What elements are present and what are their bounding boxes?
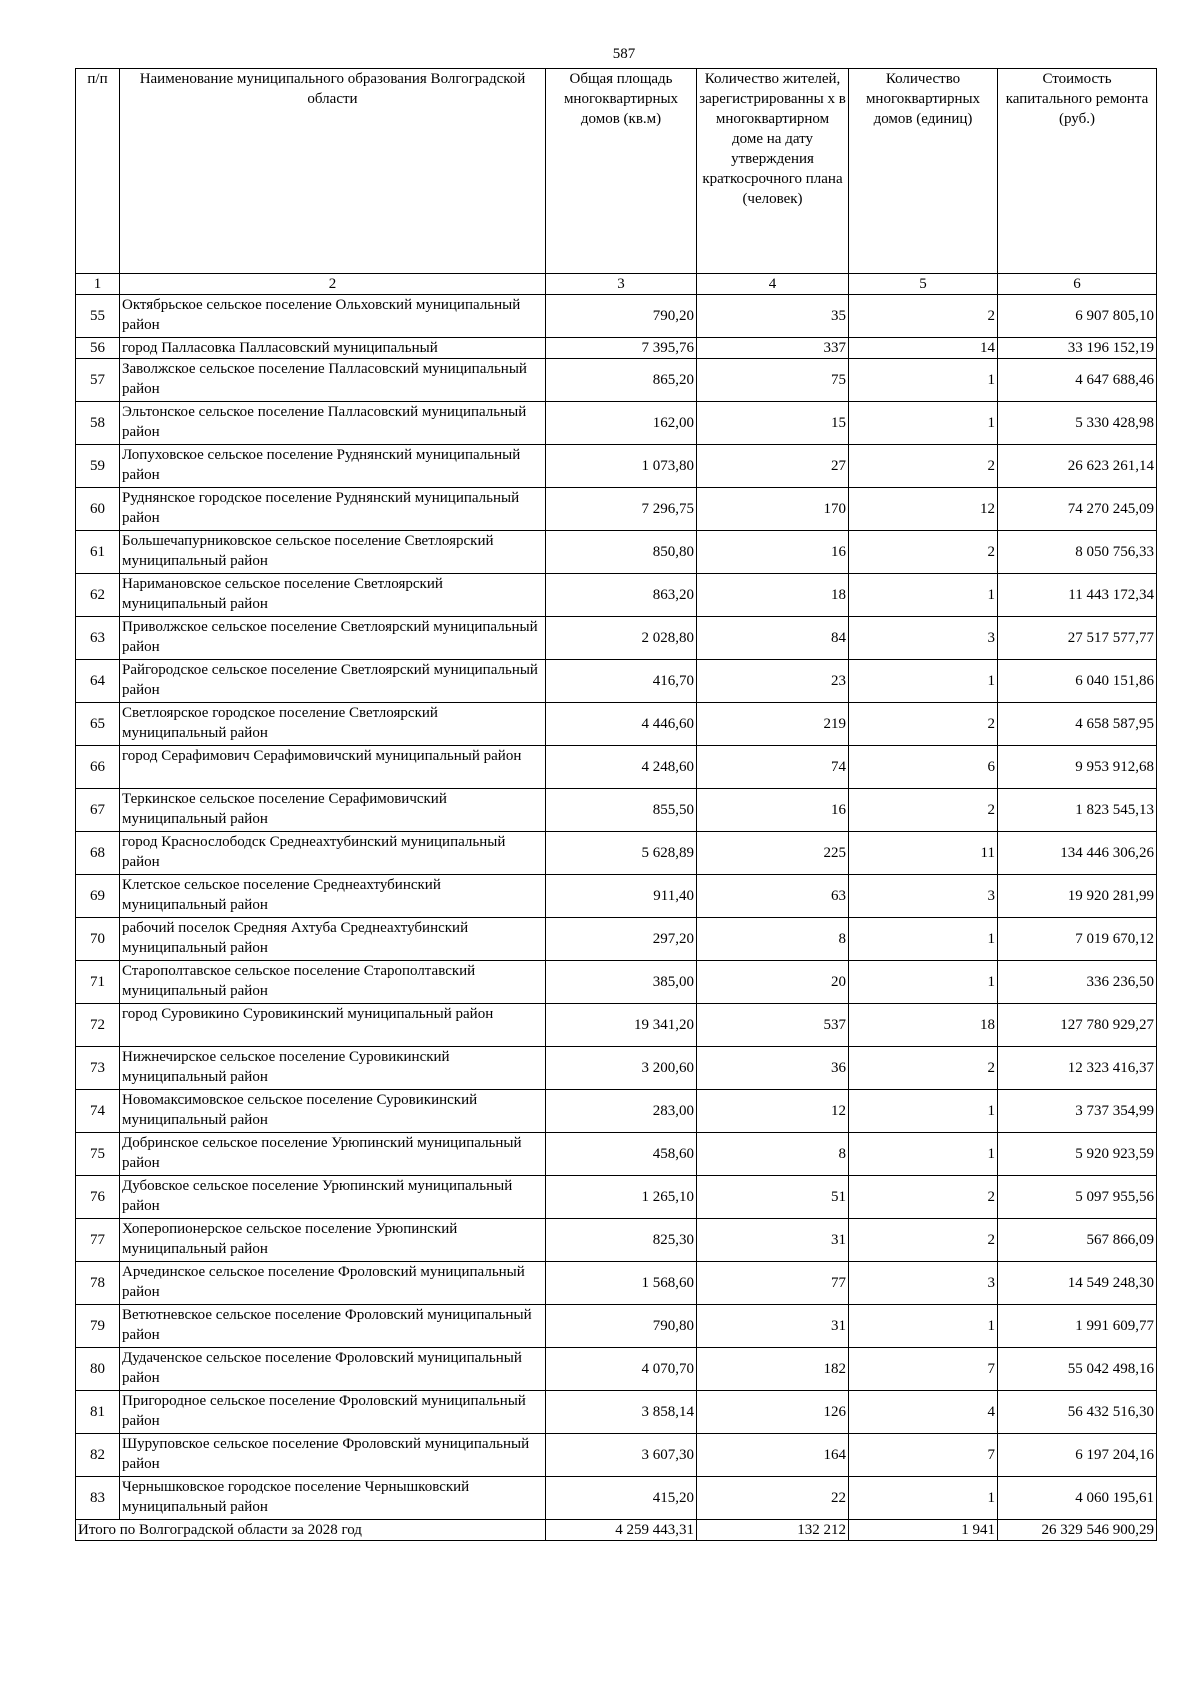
total-area-value: 911,40 bbox=[546, 875, 697, 918]
repair-cost: 6 907 805,10 bbox=[998, 295, 1157, 338]
row-number: 73 bbox=[76, 1047, 120, 1090]
page-number: 587 bbox=[612, 46, 636, 62]
residents-count: 36 bbox=[697, 1047, 849, 1090]
row-number: 74 bbox=[76, 1090, 120, 1133]
houses-count: 7 bbox=[849, 1434, 998, 1477]
total-area-value: 1 073,80 bbox=[546, 445, 697, 488]
municipality-name: город Серафимович Серафимовичский муниципальный район bbox=[120, 746, 546, 789]
header-name: Наименование муниципального образования Волгоградской области bbox=[120, 69, 546, 274]
row-number: 76 bbox=[76, 1176, 120, 1219]
repair-cost: 5 920 923,59 bbox=[998, 1133, 1157, 1176]
repair-cost: 7 019 670,12 bbox=[998, 918, 1157, 961]
houses-count: 1 bbox=[849, 1090, 998, 1133]
table-row bbox=[76, 703, 1157, 746]
table-row bbox=[76, 1176, 1157, 1219]
column-index: 4 bbox=[697, 274, 849, 295]
total-area-value: 790,20 bbox=[546, 295, 697, 338]
table-row bbox=[76, 531, 1157, 574]
residents-count: 74 bbox=[697, 746, 849, 789]
header-residents: Количество жителей, зарегистрированны х в многоквартирном доме на дату утверждения краткосрочного плана (человек) bbox=[697, 69, 849, 274]
column-index: 3 bbox=[546, 274, 697, 295]
table-row bbox=[76, 832, 1157, 875]
residents-count: 537 bbox=[697, 1004, 849, 1047]
houses-count: 18 bbox=[849, 1004, 998, 1047]
repair-cost: 336 236,50 bbox=[998, 961, 1157, 1004]
houses-count: 3 bbox=[849, 875, 998, 918]
total-area-value: 5 628,89 bbox=[546, 832, 697, 875]
houses-count: 1 bbox=[849, 1305, 998, 1348]
row-number: 63 bbox=[76, 617, 120, 660]
repair-cost: 3 737 354,99 bbox=[998, 1090, 1157, 1133]
header-area: Общая площадь многоквартирных домов (кв.м) bbox=[546, 69, 697, 274]
table-row bbox=[76, 617, 1157, 660]
houses-count: 3 bbox=[849, 1262, 998, 1305]
row-number: 78 bbox=[76, 1262, 120, 1305]
municipality-name: Райгородское сельское поселение Светлоярский муниципальный район bbox=[120, 660, 546, 703]
municipality-name: Шуруповское сельское поселение Фроловский муниципальный район bbox=[120, 1434, 546, 1477]
table-row bbox=[76, 1262, 1157, 1305]
row-number: 82 bbox=[76, 1434, 120, 1477]
table-row bbox=[76, 574, 1157, 617]
row-number: 69 bbox=[76, 875, 120, 918]
houses-count: 11 bbox=[849, 832, 998, 875]
houses-count: 1 bbox=[849, 961, 998, 1004]
total-residents: 132 212 bbox=[697, 1520, 849, 1541]
residents-count: 219 bbox=[697, 703, 849, 746]
residents-count: 75 bbox=[697, 359, 849, 402]
table-row bbox=[76, 359, 1157, 402]
total-label: Итого по Волгоградской области за 2028 год bbox=[76, 1520, 546, 1541]
repair-cost: 134 446 306,26 bbox=[998, 832, 1157, 875]
repair-cost: 4 647 688,46 bbox=[998, 359, 1157, 402]
repair-cost: 33 196 152,19 bbox=[998, 338, 1157, 359]
residents-count: 337 bbox=[697, 338, 849, 359]
row-number: 79 bbox=[76, 1305, 120, 1348]
table-header-row bbox=[76, 69, 1157, 274]
table-row bbox=[76, 338, 1157, 359]
residents-count: 225 bbox=[697, 832, 849, 875]
repair-cost: 11 443 172,34 bbox=[998, 574, 1157, 617]
municipality-name: Хоперопионерское сельское поселение Урюпинский муниципальный район bbox=[120, 1219, 546, 1262]
houses-count: 1 bbox=[849, 660, 998, 703]
row-number: 57 bbox=[76, 359, 120, 402]
total-area-value: 385,00 bbox=[546, 961, 697, 1004]
houses-count: 2 bbox=[849, 1219, 998, 1262]
table-row bbox=[76, 1477, 1157, 1520]
repair-cost: 12 323 416,37 bbox=[998, 1047, 1157, 1090]
houses-count: 1 bbox=[849, 1133, 998, 1176]
total-area-value: 865,20 bbox=[546, 359, 697, 402]
repair-cost: 8 050 756,33 bbox=[998, 531, 1157, 574]
total-area-value: 7 395,76 bbox=[546, 338, 697, 359]
residents-count: 77 bbox=[697, 1262, 849, 1305]
municipality-name: Теркинское сельское поселение Серафимовичский муниципальный район bbox=[120, 789, 546, 832]
municipality-name: Руднянское городское поселение Руднянский муниципальный район bbox=[120, 488, 546, 531]
municipality-name: Нижнечирское сельское поселение Суровикинский муниципальный район bbox=[120, 1047, 546, 1090]
row-number: 71 bbox=[76, 961, 120, 1004]
total-area-value: 162,00 bbox=[546, 402, 697, 445]
residents-count: 15 bbox=[697, 402, 849, 445]
repair-cost: 14 549 248,30 bbox=[998, 1262, 1157, 1305]
houses-count: 6 bbox=[849, 746, 998, 789]
total-area-value: 4 446,60 bbox=[546, 703, 697, 746]
table-row bbox=[76, 295, 1157, 338]
residents-count: 63 bbox=[697, 875, 849, 918]
houses-count: 2 bbox=[849, 295, 998, 338]
total-area-value: 416,70 bbox=[546, 660, 697, 703]
row-number: 67 bbox=[76, 789, 120, 832]
total-area-value: 297,20 bbox=[546, 918, 697, 961]
total-area-value: 790,80 bbox=[546, 1305, 697, 1348]
residents-count: 164 bbox=[697, 1434, 849, 1477]
total-cost: 26 329 546 900,29 bbox=[998, 1520, 1157, 1541]
residents-count: 170 bbox=[697, 488, 849, 531]
repair-cost: 55 042 498,16 bbox=[998, 1348, 1157, 1391]
repair-cost: 127 780 929,27 bbox=[998, 1004, 1157, 1047]
municipality-name: Клетское сельское поселение Среднеахтубинский муниципальный район bbox=[120, 875, 546, 918]
houses-count: 2 bbox=[849, 531, 998, 574]
municipality-name: Дудаченское сельское поселение Фроловский муниципальный район bbox=[120, 1348, 546, 1391]
repair-cost: 567 866,09 bbox=[998, 1219, 1157, 1262]
residents-count: 51 bbox=[697, 1176, 849, 1219]
table-row bbox=[76, 1219, 1157, 1262]
municipality-name: Октябрьское сельское поселение Ольховский муниципальный район bbox=[120, 295, 546, 338]
residents-count: 8 bbox=[697, 1133, 849, 1176]
repair-cost: 5 330 428,98 bbox=[998, 402, 1157, 445]
municipality-name: город Краснослободск Среднеахтубинский муниципальный район bbox=[120, 832, 546, 875]
header-cost: Стоимость капитального ремонта (руб.) bbox=[998, 69, 1157, 274]
total-houses: 1 941 bbox=[849, 1520, 998, 1541]
row-number: 66 bbox=[76, 746, 120, 789]
repair-cost: 56 432 516,30 bbox=[998, 1391, 1157, 1434]
houses-count: 1 bbox=[849, 918, 998, 961]
houses-count: 4 bbox=[849, 1391, 998, 1434]
row-number: 83 bbox=[76, 1477, 120, 1520]
residents-count: 31 bbox=[697, 1219, 849, 1262]
repair-cost: 5 097 955,56 bbox=[998, 1176, 1157, 1219]
repair-cost: 6 040 151,86 bbox=[998, 660, 1157, 703]
municipality-name: Дубовское сельское поселение Урюпинский муниципальный район bbox=[120, 1176, 546, 1219]
residents-count: 20 bbox=[697, 961, 849, 1004]
municipality-name: Ветютневское сельское поселение Фроловский муниципальный район bbox=[120, 1305, 546, 1348]
houses-count: 12 bbox=[849, 488, 998, 531]
residents-count: 12 bbox=[697, 1090, 849, 1133]
municipality-name: рабочий поселок Средняя Ахтуба Среднеахтубинский муниципальный район bbox=[120, 918, 546, 961]
table-row bbox=[76, 746, 1157, 789]
column-index-row bbox=[76, 274, 1157, 295]
residents-count: 126 bbox=[697, 1391, 849, 1434]
total-area-value: 19 341,20 bbox=[546, 1004, 697, 1047]
table-row bbox=[76, 1133, 1157, 1176]
repair-cost: 27 517 577,77 bbox=[998, 617, 1157, 660]
total-area-value: 458,60 bbox=[546, 1133, 697, 1176]
header-num: п/п bbox=[76, 69, 120, 274]
houses-count: 3 bbox=[849, 617, 998, 660]
houses-count: 7 bbox=[849, 1348, 998, 1391]
residents-count: 182 bbox=[697, 1348, 849, 1391]
residents-count: 27 bbox=[697, 445, 849, 488]
row-number: 64 bbox=[76, 660, 120, 703]
column-index: 2 bbox=[120, 274, 546, 295]
repair-cost: 4 060 195,61 bbox=[998, 1477, 1157, 1520]
houses-count: 1 bbox=[849, 1477, 998, 1520]
total-area-value: 3 858,14 bbox=[546, 1391, 697, 1434]
houses-count: 2 bbox=[849, 445, 998, 488]
total-area-value: 283,00 bbox=[546, 1090, 697, 1133]
residents-count: 22 bbox=[697, 1477, 849, 1520]
repair-cost: 9 953 912,68 bbox=[998, 746, 1157, 789]
houses-count: 14 bbox=[849, 338, 998, 359]
total-area: 4 259 443,31 bbox=[546, 1520, 697, 1541]
table-row bbox=[76, 488, 1157, 531]
houses-count: 2 bbox=[849, 1047, 998, 1090]
table-row bbox=[76, 1305, 1157, 1348]
residents-count: 18 bbox=[697, 574, 849, 617]
table-body bbox=[76, 295, 1157, 1520]
municipality-name: Старополтавское сельское поселение Старополтавский муниципальный район bbox=[120, 961, 546, 1004]
houses-count: 2 bbox=[849, 703, 998, 746]
total-area-value: 2 028,80 bbox=[546, 617, 697, 660]
table-row bbox=[76, 1004, 1157, 1047]
houses-count: 1 bbox=[849, 574, 998, 617]
residents-count: 35 bbox=[697, 295, 849, 338]
total-area-value: 825,30 bbox=[546, 1219, 697, 1262]
table-row bbox=[76, 1391, 1157, 1434]
table-row bbox=[76, 660, 1157, 703]
table-row bbox=[76, 961, 1157, 1004]
municipality-name: Новомаксимовское сельское поселение Суровикинский муниципальный район bbox=[120, 1090, 546, 1133]
row-number: 81 bbox=[76, 1391, 120, 1434]
houses-count: 2 bbox=[849, 1176, 998, 1219]
total-area-value: 415,20 bbox=[546, 1477, 697, 1520]
residents-count: 16 bbox=[697, 789, 849, 832]
row-number: 62 bbox=[76, 574, 120, 617]
municipality-name: Наримановское сельское поселение Светлоярский муниципальный район bbox=[120, 574, 546, 617]
municipality-name: Лопуховское сельское поселение Руднянский муниципальный район bbox=[120, 445, 546, 488]
municipality-name: Арчединское сельское поселение Фроловский муниципальный район bbox=[120, 1262, 546, 1305]
column-index: 1 bbox=[76, 274, 120, 295]
residents-count: 84 bbox=[697, 617, 849, 660]
row-number: 56 bbox=[76, 338, 120, 359]
municipality-name: Заволжское сельское поселение Палласовский муниципальный район bbox=[120, 359, 546, 402]
total-area-value: 4 248,60 bbox=[546, 746, 697, 789]
residents-count: 16 bbox=[697, 531, 849, 574]
row-number: 65 bbox=[76, 703, 120, 746]
municipality-name: Чернышковское городское поселение Чернышковский муниципальный район bbox=[120, 1477, 546, 1520]
repair-cost: 6 197 204,16 bbox=[998, 1434, 1157, 1477]
row-number: 72 bbox=[76, 1004, 120, 1047]
row-number: 55 bbox=[76, 295, 120, 338]
row-number: 59 bbox=[76, 445, 120, 488]
municipality-name: город Палласовка Палласовский муниципальный bbox=[120, 338, 546, 359]
row-number: 61 bbox=[76, 531, 120, 574]
table-row bbox=[76, 1434, 1157, 1477]
table-row bbox=[76, 402, 1157, 445]
table-row bbox=[76, 875, 1157, 918]
row-number: 75 bbox=[76, 1133, 120, 1176]
row-number: 68 bbox=[76, 832, 120, 875]
houses-count: 1 bbox=[849, 359, 998, 402]
municipality-name: Приволжское сельское поселение Светлоярский муниципальный район bbox=[120, 617, 546, 660]
capital-repair-table bbox=[75, 68, 1157, 1541]
repair-cost: 1 991 609,77 bbox=[998, 1305, 1157, 1348]
repair-cost: 26 623 261,14 bbox=[998, 445, 1157, 488]
table-row bbox=[76, 1047, 1157, 1090]
residents-count: 23 bbox=[697, 660, 849, 703]
table-row bbox=[76, 1090, 1157, 1133]
houses-count: 2 bbox=[849, 789, 998, 832]
total-row bbox=[76, 1520, 1157, 1541]
repair-cost: 1 823 545,13 bbox=[998, 789, 1157, 832]
table-row bbox=[76, 918, 1157, 961]
municipality-name: Светлоярское городское поселение Светлоярский муниципальный район bbox=[120, 703, 546, 746]
column-index: 5 bbox=[849, 274, 998, 295]
total-area-value: 855,50 bbox=[546, 789, 697, 832]
total-area-value: 1 265,10 bbox=[546, 1176, 697, 1219]
row-number: 80 bbox=[76, 1348, 120, 1391]
total-area-value: 7 296,75 bbox=[546, 488, 697, 531]
residents-count: 8 bbox=[697, 918, 849, 961]
row-number: 58 bbox=[76, 402, 120, 445]
column-index: 6 bbox=[998, 274, 1157, 295]
header-houses: Количество многоквартирных домов (единиц) bbox=[849, 69, 998, 274]
municipality-name: город Суровикино Суровикинский муниципальный район bbox=[120, 1004, 546, 1047]
repair-cost: 4 658 587,95 bbox=[998, 703, 1157, 746]
total-area-value: 1 568,60 bbox=[546, 1262, 697, 1305]
municipality-name: Пригородное сельское поселение Фроловский муниципальный район bbox=[120, 1391, 546, 1434]
total-area-value: 863,20 bbox=[546, 574, 697, 617]
row-number: 77 bbox=[76, 1219, 120, 1262]
repair-cost: 19 920 281,99 bbox=[998, 875, 1157, 918]
table-row bbox=[76, 1348, 1157, 1391]
municipality-name: Добринское сельское поселение Урюпинский муниципальный район bbox=[120, 1133, 546, 1176]
total-area-value: 3 200,60 bbox=[546, 1047, 697, 1090]
total-area-value: 850,80 bbox=[546, 531, 697, 574]
table-row bbox=[76, 445, 1157, 488]
residents-count: 31 bbox=[697, 1305, 849, 1348]
row-number: 70 bbox=[76, 918, 120, 961]
repair-cost: 74 270 245,09 bbox=[998, 488, 1157, 531]
municipality-name: Эльтонское сельское поселение Палласовский муниципальный район bbox=[120, 402, 546, 445]
row-number: 60 bbox=[76, 488, 120, 531]
total-area-value: 4 070,70 bbox=[546, 1348, 697, 1391]
houses-count: 1 bbox=[849, 402, 998, 445]
municipality-name: Большечапурниковское сельское поселение Светлоярский муниципальный район bbox=[120, 531, 546, 574]
total-area-value: 3 607,30 bbox=[546, 1434, 697, 1477]
table-row bbox=[76, 789, 1157, 832]
